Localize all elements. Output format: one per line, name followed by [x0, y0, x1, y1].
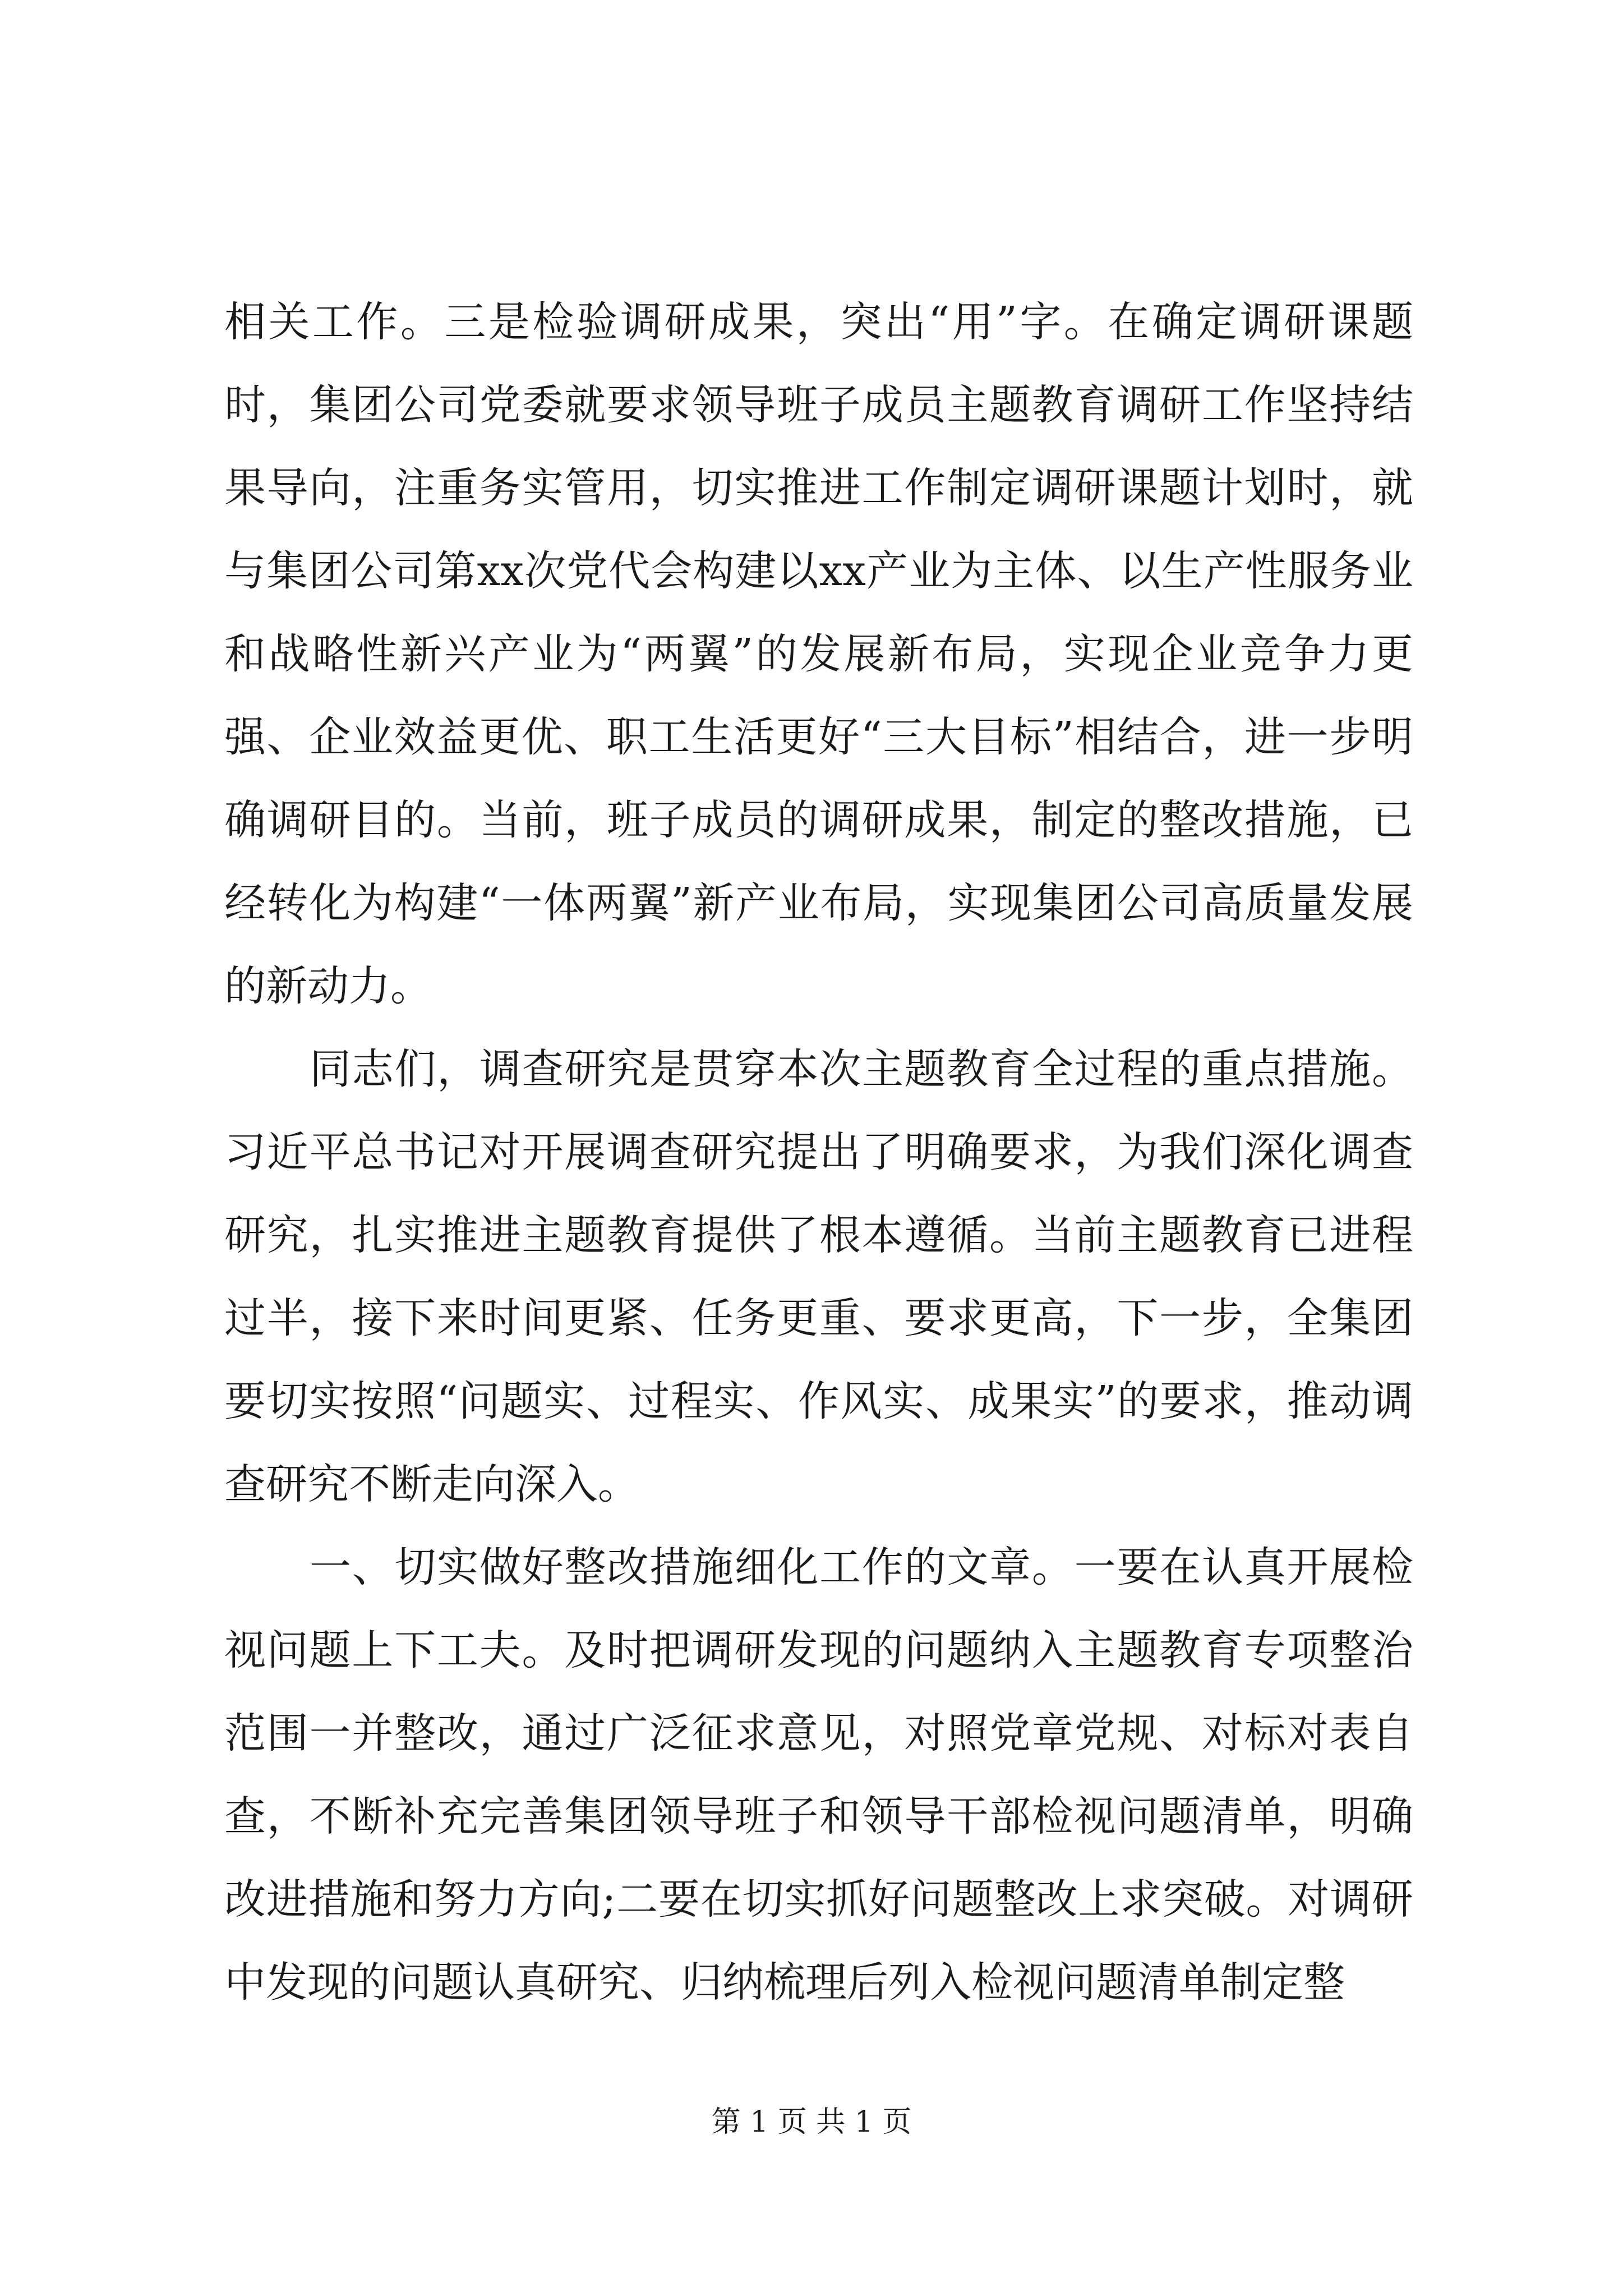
page-footer: 第 1 页 共 1 页	[711, 2105, 912, 2139]
paragraph-3: 一、切实做好整改措施细化工作的文章。一要在认真开展检视问题上下工夫。及时把调研发现的问题纳入主题教育专项整治范围一并整改，通过广泛征求意见，对照党章党规、对标对表自查，不断补充完善集团领导班子和领导干部检视问题清单，明确改进措施和努力方向;二要在切实抓好问题整改上求突破。对调研中发现的问题认真研究、归纳梳理后列入检视问题清单制定整	[224, 1543, 1413, 2007]
paragraph-2: 同志们，调查研究是贯穿本次主题教育全过程的重点措施。习近平总书记对开展调查研究提出了明确要求，为我们深化调查研究，扎实推进主题教育提供了根本遵循。当前主题教育已进程过半，接下来时间更紧、任务更重、要求更高，下一步，全集团要切实按照“问题实、过程实、作风实、成果实”的要求，推动调查研究不断走向深入。	[224, 1045, 1413, 1508]
document-body	[224, 280, 1413, 2024]
paragraph-1: 相关工作。三是检验调研成果，突出“用”字。在确定调研课题时，集团公司党委就要求领导班子成员主题教育调研工作坚持结果导向，注重务实管用，切实推进工作制定调研课题计划时，就与集团公司第xx次党代会构建以xx产业为主体、以生产性服务业和战略性新兴产业为“两翼”的发展新布局，实现企业竞争力更强、企业效益更优、职工生活更好“三大目标”相结合，进一步明确调研目的。当前，班子成员的调研成果，制定的整改措施，已经转化为构建“一体两翼”新产业布局，实现集团公司高质量发展的新动力。	[224, 298, 1413, 1010]
